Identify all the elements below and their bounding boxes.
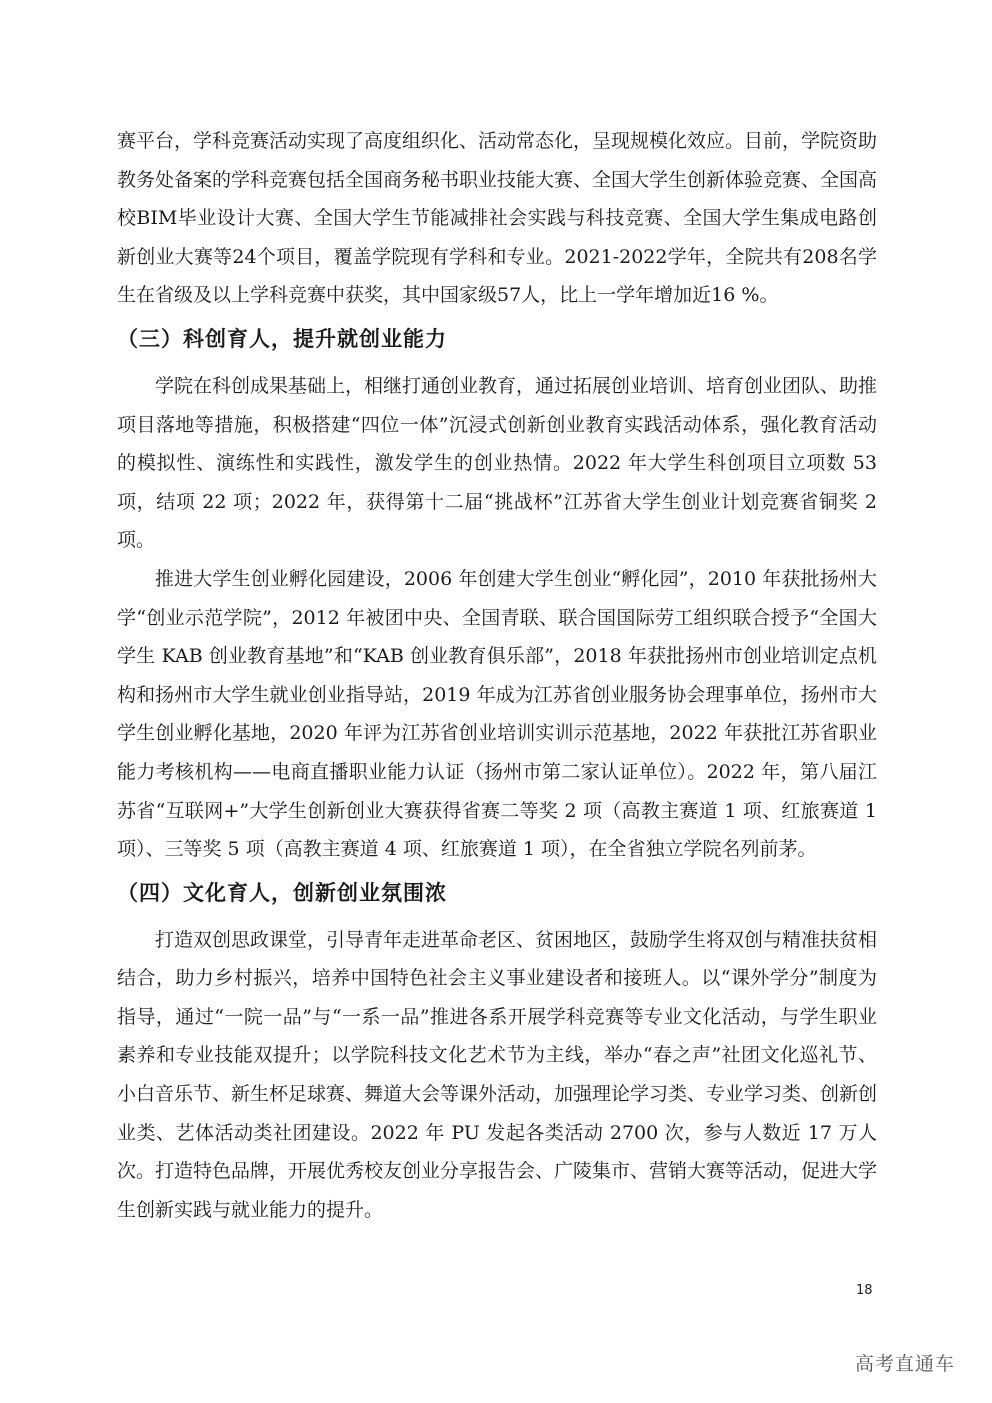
paragraph-culture: 打造双创思政课堂，引导青年走进革命老区、贫困地区，鼓励学生将双创与精准扶贫相结合，助力乡村振兴，培养中国特色社会主义事业建设者和接班人。以“课外学分”制度为指导，通过“一院一品”与“一系一品”推进各系开展学科竞赛等专业文化活动，与学生职业素养和专业技能双提升；以学院科技文化艺术节为主线，举办“春之声”社团文化巡礼节、小白音乐节、新生杯足球赛、舞道大会等课外活动，加强理论学习类、专业学习类、创新创业类、艺体活动类社团建设。2022 年 PU 发起各类活动 2700 次，参与人数近 17 万人次。打造特色品牌，开展优秀校友创业分享报告会、广陵集市、营销大赛等活动，促进大学生创新实践与就业能力的提升。 — [117, 928, 878, 1221]
paragraph-incubator: 推进大学生创业孵化园建设，2006 年创建大学生创业“孵化园”，2010 年获批扬州大学“创业示范学院”，2012 年被团中央、全国青联、联合国国际劳工组织联合授予“全国大学生 KAB 创业教育基地”和“KAB 创业教育俱乐部”，2018 年获批扬州市创业培训定点机构和扬州市大学生就业创业指导站，2019 年成为江苏省创业服务协会理事单位，扬州市大学生创业孵化基地，2020 年评为江苏省创业培训实训示范基地，2022 年获批江苏省职业能力考核机构——电商直播职业能力认证（扬州市第二家认证单位）。2022 年，第八届江苏省“互联网+”大学生创新创业大赛获得省赛二等奖 2 项（高教主赛道 1 项、红旅赛道 1 项）、三等奖 5 项（高教主赛道 4 项、红旅赛道 1 项），在全省独立学院名列前茅。 — [117, 567, 877, 861]
page-number: 18 — [856, 1283, 873, 1298]
section-heading-4: （四）文化育人，创新创业氛围浓 — [117, 880, 447, 905]
section-heading-3: （三）科创育人，提升就创业能力 — [117, 326, 447, 351]
page-content — [117, 122, 877, 1229]
paragraph-entrepreneurship-education: 学院在科创成果基础上，相继打通创业教育，通过拓展创业培训、培育创业团队、助推项目落地等措施，积极搭建“四位一体”沉浸式创新创业教育实践活动体系，强化教育活动的模拟性、演练性和实践性，激发学生的创业热情。2022 年大学生科创项目立项数 53 项，结项 22 项；2022 年，获得第十二届“挑战杯”江苏省大学生创业计划竞赛省铜奖 2 项。 — [117, 374, 878, 552]
watermark-text: 高考直通车 — [855, 1353, 956, 1375]
paragraph-competitions: 赛平台，学科竞赛活动实现了高度组织化、活动常态化，呈现规模化效应。目前，学院资助教务处备案的学科竞赛包括全国商务秘书职业技能大赛、全国大学生创新体验竞赛、全国高校BIM毕业设计大赛、全国大学生节能减排社会实践与科技竞赛、全国大学生集成电路创新创业大赛等24个项目，覆盖学院现有学科和专业。2021-2022学年，全院共有208名学生在省级及以上学科竞赛中获奖，其中国家级57人，比上一学年增加近16 %。 — [117, 130, 878, 307]
